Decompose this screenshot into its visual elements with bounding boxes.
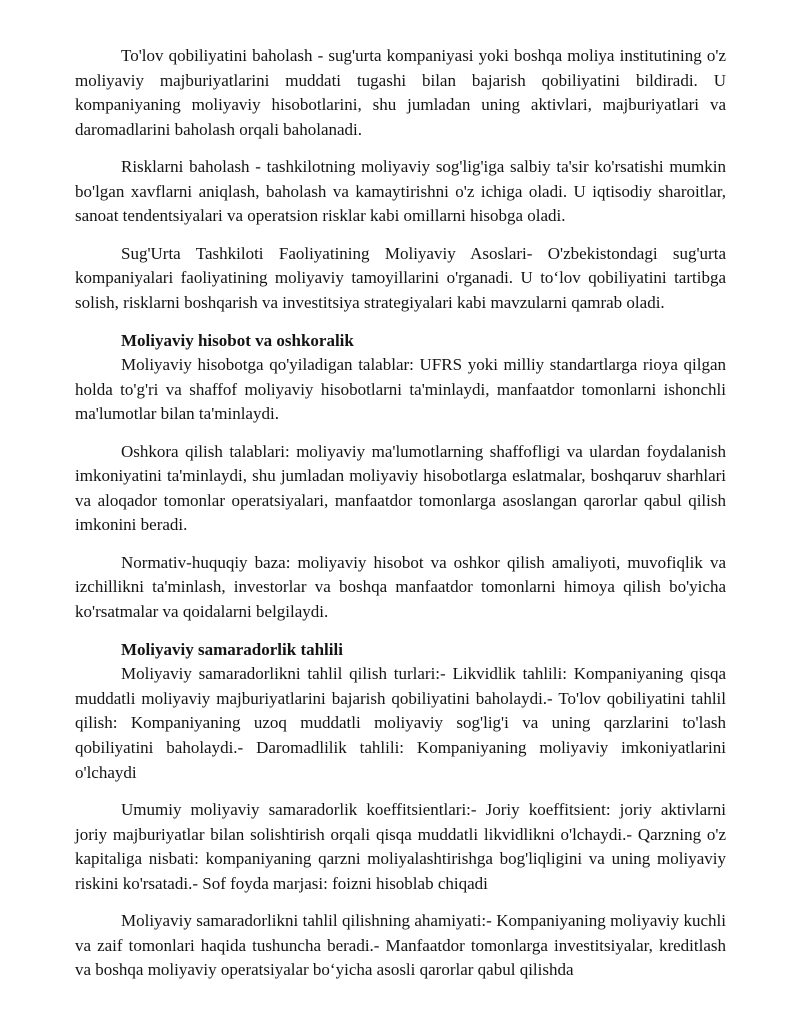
paragraph-performance-ratios: Umumiy moliyaviy samaradorlik koeffitsientlari:- Joriy koeffitsient: joriy aktivlarni joriy majburiyatlar bilan solishtirish orqali qisqa muddatli likvidlikni o'lchaydi.- Qarzning o'z kapitaliga nisbati: kompaniyaning qarzni moliyalashtirishga bog'liqligini va uning moliyaviy riskini ko'rsatadi.- Sof foyda marjasi: foizni hisoblab chiqadi	[75, 800, 726, 893]
paragraph-disclosure-requirements: Oshkora qilish talablari: moliyaviy ma'lumotlarning shaffofligi va ulardan foydalanish imkoniyatini ta'minlaydi, shu jumladan moliyaviy hisobotlarga eslatmalar, boshqaruv sharhlari va aloqador tomonlar operatsiyalari, manfaatdor tomonlarga asoslangan qarorlar qabul qilish imkonini beradi.	[75, 441, 726, 535]
paragraph-analysis-importance: Moliyaviy samaradorlikni tahlil qilishning ahamiyati:- Kompaniyaning moliyaviy kuchli va zaif tomonlari haqida tushuncha beradi.- Manfaatdor tomonlarga investitsiyalar, kreditlash va boshqa moliyaviy operatsiyalar bo‘yicha asosli qarorlar qabul qilishda	[75, 911, 726, 980]
paragraph-financial-foundations: Sug'Urta Tashkiloti Faoliyatining Moliyaviy Asoslari- O'zbekistondagi sug'urta kompaniyalari faoliyatining moliyaviy tamoyillarini o'rganadi. U to‘lov qobiliyatini tartibga solish, risklarni boshqarish va investitsiya strategiyalari kabi mavzularni qamrab oladi.	[75, 243, 726, 312]
document-page	[75, 44, 726, 983]
paragraph-regulatory-framework: Normativ-huquqiy baza: moliyaviy hisobot va oshkor qilish amaliyoti, muvofiqlik va izchillikni ta'minlash, investorlar va boshqa manfaatdor tomonlarni himoya qilish bo'yicha ko'rsatmalar va qoidalarni belgilaydi.	[75, 552, 726, 622]
paragraph-analysis-types: Moliyaviy samaradorlikni tahlil qilish turlari:- Likvidlik tahlili: Kompaniyaning qisqa muddatli moliyaviy majburiyatlarini bajarish qobiliyatini baholaydi.- To'lov qobiliyatini tahlil qilish: Kompaniyaning uzoq muddatli moliyaviy sog'lig'i va uning qarzlarini to'lash qobiliyatini baholaydi.- Daromadlilik tahlili: Kompaniyaning moliyaviy imkoniyatlarini o'lchaydi	[75, 664, 726, 782]
paragraph-risk-assessment: Risklarni baholash - tashkilotning moliyaviy sog'lig'iga salbiy ta'sir ko'rsatishi mumkin bo'lgan xavflarni aniqlash, baholash va kamaytirishni o'z ichiga oladi. U iqtisodiy sharoitlar, sanoat tendentsiyalari va operatsion risklar kabi omillarni hisobga oladi.	[75, 157, 726, 226]
section-heading-financial-reporting: Moliyaviy hisobot va oshkoralik	[121, 330, 354, 350]
section-heading-performance-analysis: Moliyaviy samaradorlik tahlili	[121, 639, 343, 659]
paragraph-reporting-requirements: Moliyaviy hisobotga qo'yiladigan talablar: UFRS yoki milliy standartlarga rioya qilgan holda to'g'ri va shaffof moliyaviy hisobotlarni ta'minlaydi, manfaatdor tomonlarni ishonchli ma'lumotlar bilan ta'minlaydi.	[75, 355, 726, 424]
paragraph-solvency-assessment: To'lov qobiliyatini baholash - sug'urta kompaniyasi yoki boshqa moliya institutining o'z moliyaviy majburiyatlarini muddati tugashi bilan bajarish qobiliyatini bildiradi. U kompaniyaning moliyaviy hisobotlarini, shu jumladan uning aktivlari, majburiyatlari va daromadlarini baholash orqali baholanadi.	[75, 46, 726, 139]
